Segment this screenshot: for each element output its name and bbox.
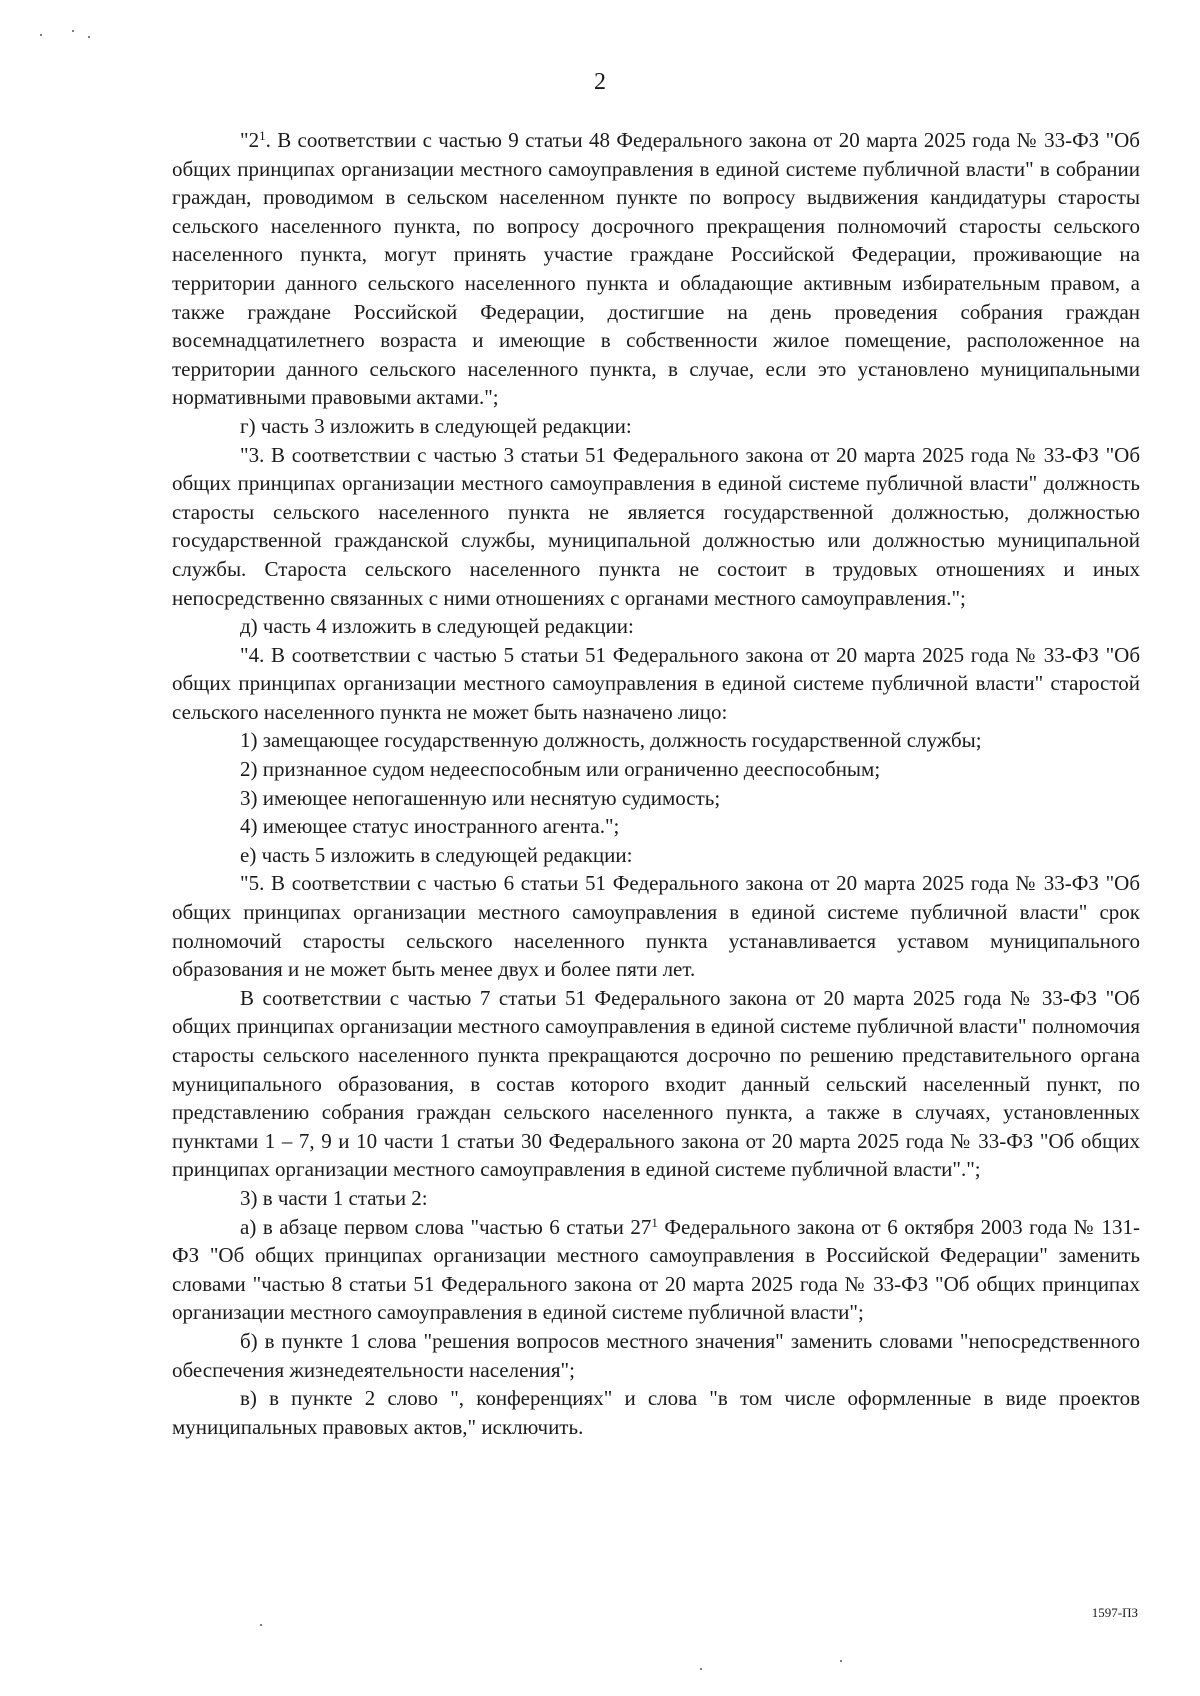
scan-speck	[260, 1624, 262, 1626]
paragraph-item-v: в) в пункте 2 слово ", конференциях" и слова "в том числе оформленные в виде проектов муниципальных правовых актов," исключить.	[172, 1386, 1140, 1439]
paragraph-item-g: г) часть 3 изложить в следующей редакции:	[240, 413, 632, 438]
scan-speck	[72, 30, 74, 32]
paragraph-part-3: "3. В соответствии с частью 3 статьи 51 Федерального закона от 20 марта 2025 года № 33-ФЗ "Об общих принципах организации местного самоуправления в единой системе публичной власти" должность старосты сельского населенного пункта не является государственной должностью, должностью государственной гражданской службы, муниципальной должностью или должностью муниципальной службы. Староста сельского населенного пункта не состоит в трудовых отношениях и иных непосредственно связанных с ними отношениях с органами местного самоуправления.";	[172, 442, 1140, 610]
paragraph-item-a: а) в абзаце первом слова "частью 6 статьи $27^1$ Федерального закона от 6 октября 2003 года № 131-ФЗ "Об общих принципах организации местного самоуправления в Российской Федерации" заменить словами "частью 8 статьи 51 Федерального закона от 20 марта 2025 года № 33-ФЗ "Об общих принципах организации местного самоуправления в единой системе публичной власти";	[172, 1214, 1141, 1325]
paragraph-part-4: "4. В соответствии с частью 5 статьи 51 Федерального закона от 20 марта 2025 года № 33-ФЗ "Об общих принципах организации местного самоуправления в единой системе публичной власти" старостой сельского населенного пункта не может быть назначено лицо:	[172, 642, 1140, 724]
paragraph-item-e: е) часть 5 изложить в следующей редакции:	[240, 842, 633, 867]
scan-speck	[40, 34, 42, 36]
document-code: 1597-ПЗ	[1091, 1605, 1138, 1620]
list-item-4: 4) имеющее статус иностранного агента.";	[240, 814, 620, 839]
paragraph-item-d: д) часть 4 изложить в следующей редакции:	[240, 614, 634, 639]
paragraph-item-b: б) в пункте 1 слова "решения вопросов местного значения" заменить словами "непосредственного обеспечения жизнедеятельности населения";	[172, 1328, 1140, 1382]
scan-speck	[840, 1660, 842, 1662]
paragraph-part-5: "5. В соответствии с частью 6 статьи 51 Федерального закона от 20 марта 2025 года № 33-ФЗ "Об общих принципах организации местного самоуправления в единой системе публичной власти" срок полномочий старосты сельского населенного пункта устанавливается уставом муниципального образования и не может быть менее двух и более пяти лет.	[172, 871, 1140, 982]
paragraph-2-1: "$2^1$. В соответствии с частью 9 статьи 48 Федерального закона от 20 марта 2025 года № 33-ФЗ "Об общих принципах организации местного самоуправления в единой системе публичной власти" в собрании граждан, проводимом в сельском населенном пункте по вопросу выдвижения кандидатуры старосты сельского населенного пункта, по вопросу досрочного прекращения полномочий старосты сельского населенного пункта, могут принять участие граждане Российской Федерации, проживающие на территории данного сельского населенного пункта и обладающие активным избирательным правом, а также граждане Российской Федерации, достигшие на день проведения собрания граждан восемнадцатилетнего возраста и имеющие в собственности жилое помещение, расположенное на территории данного сельского населенного пункта, в случае, если это установлено муниципальными нормативными правовыми актами.";	[172, 128, 1140, 410]
scan-speck	[88, 36, 90, 38]
paragraph-item-3: 3) в части 1 статьи 2:	[240, 1185, 428, 1210]
list-item-2: 2) признанное судом недееспособным или ограниченно дееспособным;	[240, 757, 881, 782]
page-number: 2	[594, 69, 606, 95]
paragraph-part-5-cont: В соответствии с частью 7 статьи 51 Федерального закона от 20 марта 2025 года № 33-ФЗ "Об общих принципах организации местного самоуправления в единой системе публичной власти" полномочия старосты сельского населенного пункта прекращаются досрочно по решению представительного органа муниципального образования, в состав которого входит данный сельский населенный пункт, по представлению собрания граждан сельского населенного пункта, а также в случаях, установленных пунктами 1 – 7, 9 и 10 части 1 статьи 30 Федерального закона от 20 марта 2025 года № 33-ФЗ "Об общих принципах организации местного самоуправления в единой системе публичной власти".";	[172, 985, 1140, 1182]
scan-speck	[700, 1668, 702, 1670]
list-item-3: 3) имеющее непогашенную или неснятую судимость;	[240, 785, 721, 810]
list-item-1: 1) замещающее государственную должность, должность государственной службы;	[240, 728, 982, 753]
document-body	[172, 126, 1140, 1441]
